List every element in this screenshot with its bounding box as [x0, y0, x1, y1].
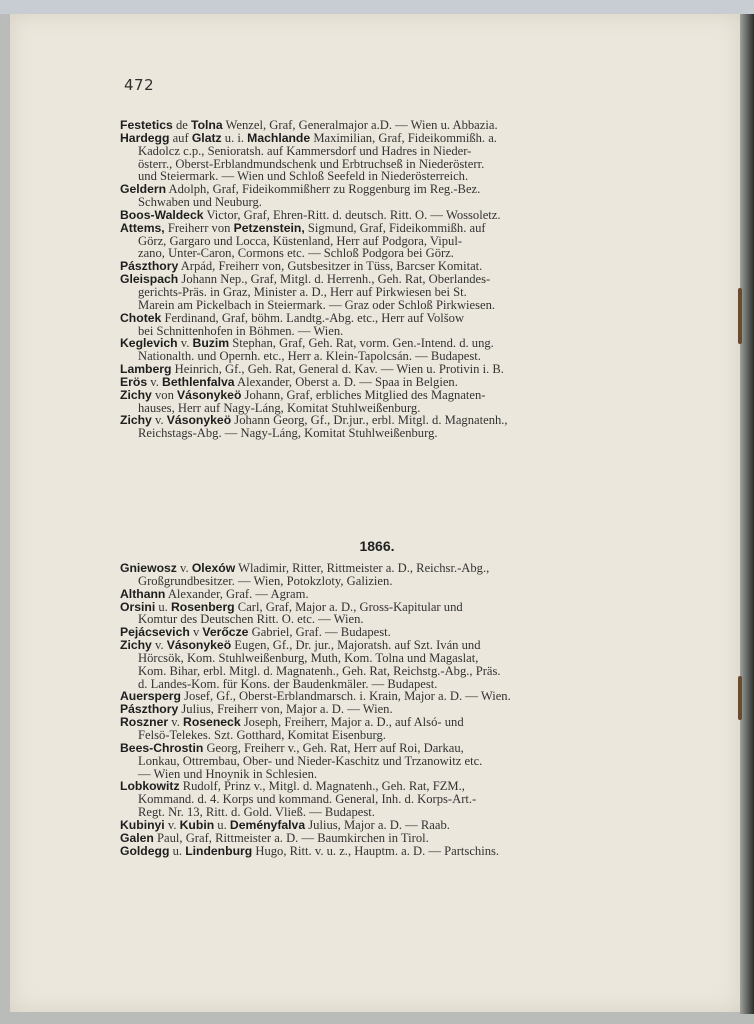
entry-text: v — [189, 625, 203, 640]
entry-name: Roseneck — [183, 715, 241, 730]
entry-text: zano, Unter-Caron, Cormons etc. — Schloß Podgora bei Görz. — [138, 246, 454, 261]
entry-text: Julius, Major a. D. — Raab. — [305, 817, 450, 832]
entry-text: Stephan, Graf, Geh. Rat, vorm. Gen.-Intend. d. ung. — [229, 336, 494, 351]
entry-text: de — [172, 118, 192, 132]
binding-mark-lower — [738, 676, 742, 720]
register-entry — [120, 337, 676, 363]
entry-name: Bees-Chrostin — [120, 740, 204, 755]
entry-text: Rudolf, Prinz v., Mitgl. d. Magnatenh., Geh. Rat, FZM., — [179, 779, 465, 794]
entry-text: Wladimir, Ritter, Rittmeister a. D., Reichsr.-Abg., — [235, 561, 490, 575]
entry-text: und Steiermark. — Wien und Schloß Seefeld in Niederösterreich. — [138, 169, 469, 184]
register-entry — [120, 414, 676, 440]
entry-text: Paul, Graf, Rittmeister a. D. — Baumkirchen in Tirol. — [153, 830, 429, 845]
entry-text: Josef, Gf., Oberst-Erblandmarsch. i. Krain, Major a. D. — Wien. — [180, 689, 511, 704]
entry-text: Lonkau, Ottrembau, Ober- und Nieder-Kaschitz und Trzanowitz etc. — [138, 753, 483, 768]
entry-text: — Wien und Hnoynik in Schlesien. — [138, 766, 318, 781]
entry-name: Tolna — [191, 118, 223, 132]
entry-text: auf — [169, 130, 192, 145]
entry-text: Arpád, Freiherr von, Gutsbesitzer in Tüss, Barcser Komitat. — [178, 259, 483, 274]
entry-text: u. i. — [221, 130, 248, 145]
entries-section-2 — [120, 562, 676, 857]
entry-name: Keglevich — [120, 336, 178, 351]
entry-name: Goldegg — [120, 843, 170, 858]
register-entry — [120, 562, 676, 588]
entry-name: Zichy — [120, 638, 152, 653]
entry-text: Alexander, Graf. — Agram. — [165, 586, 309, 601]
entry-name: Roszner — [120, 715, 169, 730]
entry-name: Hardegg — [120, 130, 170, 145]
entry-text: Regt. Nr. 13, Ritt. d. Gold. Vließ. — Budapest. — [138, 805, 375, 820]
entry-text: Maximilian, Graf, Fideikommißh. a. — [310, 130, 497, 145]
entry-text: Nationalth. und Opernh. etc., Herr a. Klein-Tapolcsán. — Budapest. — [138, 349, 481, 364]
entry-text: Görz, Gargaro und Locca, Küstenland, Herr auf Podgora, Vipul- — [138, 233, 463, 248]
entry-text: Hörcsök, Kom. Stuhlweißenburg, Muth, Kom. Tolna und Magaslat, — [138, 650, 479, 665]
register-entry — [120, 601, 676, 627]
entry-text: v. — [147, 374, 163, 389]
entry-name: Lobkowitz — [120, 779, 180, 794]
entry-name: Pászthory — [120, 702, 179, 717]
entry-name: Boos-Waldeck — [120, 207, 204, 222]
entry-name: Erös — [120, 374, 148, 389]
entry-name: Deményfalva — [229, 817, 306, 832]
entry-text: Kom. Bihar, erbl. Mitgl. d. Magnatenh., Geh. Rat, Reichstg.-Abg., Präs. — [138, 663, 501, 678]
entry-name: Geldern — [120, 182, 167, 197]
entry-name: Pászthory — [120, 259, 179, 274]
entry-name: Orsini — [120, 599, 156, 614]
entry-name: Zichy — [120, 387, 152, 402]
entry-text: Kommand. d. 4. Korps und kommand. General, Inh. d. Korps-Art.- — [138, 792, 477, 807]
entry-text: v. — [151, 638, 167, 653]
entry-name: Lamberg — [120, 362, 172, 377]
entry-text: Ferdinand, Graf, böhm. Landtg.-Abg. etc., Herr auf Volšow — [161, 310, 465, 325]
entry-name: Bethlenfalva — [162, 374, 235, 389]
register-entry — [120, 132, 676, 183]
scan-background-top — [0, 0, 754, 14]
entry-name: Auersperg — [120, 689, 181, 704]
entry-name: Pejácsevich — [120, 625, 190, 640]
entry-name: Chotek — [120, 310, 162, 325]
register-entry — [120, 222, 676, 261]
entry-name: Gniewosz — [120, 561, 177, 575]
register-entry — [120, 716, 676, 742]
entry-text: von — [151, 387, 178, 402]
entry-name: Kubinyi — [120, 817, 165, 832]
entry-first-line — [120, 845, 676, 858]
entry-text: Gabriel, Graf. — Budapest. — [248, 625, 391, 640]
entry-text: Sigmund, Graf, Fideikommißh. auf — [304, 220, 486, 235]
entry-name: Verőcze — [202, 625, 249, 640]
entry-name: Gleispach — [120, 272, 179, 287]
entry-text: Johann Nep., Graf, Mitgl. d. Herrenh., Geh. Rat, Oberlandes- — [178, 272, 491, 287]
entry-name: Buzim — [192, 336, 230, 351]
entry-text: v. — [168, 715, 184, 730]
entry-text: v. — [151, 413, 167, 428]
entry-text: Johann, Graf, erbliches Mitglied des Magnaten- — [241, 387, 486, 402]
entry-name: Olexów — [191, 561, 236, 575]
entry-text: Reichstags-Abg. — Nagy-Láng, Komitat Stuhlweißenburg. — [138, 426, 438, 441]
year-heading: 1866. — [359, 538, 395, 554]
entry-name: Zichy — [120, 413, 152, 428]
entry-name: Machlande — [247, 130, 311, 145]
entry-name: Glatz — [191, 130, 222, 145]
page-edge-shadow — [740, 14, 754, 1014]
entry-text: Joseph, Freiherr, Major a. D., auf Alsó- und — [240, 715, 464, 730]
register-entry — [120, 312, 676, 338]
entry-text: Komtur des Deutschen Ritt. O. etc. — Wien. — [138, 612, 364, 627]
entry-text: Felsö-Telekes. Szt. Gotthard, Komitat Eisenburg. — [138, 727, 386, 742]
entry-text: Eugen, Gf., Dr. jur., Majoratsh. auf Szt. Iván und — [231, 638, 481, 653]
entry-text: u. — [155, 599, 171, 614]
entry-text: Schwaben und Neuburg. — [138, 195, 262, 210]
entry-text: Johann Georg, Gf., Dr.jur., erbl. Mitgl. d. Magnatenh., — [231, 413, 508, 428]
entry-text: hauses, Herr auf Nagy-Láng, Komitat Stuhlweißenburg. — [138, 400, 421, 415]
entry-name: Kubin — [179, 817, 215, 832]
entry-text: Julius, Freiherr von, Major a. D. — Wien. — [178, 702, 393, 717]
register-entry — [120, 389, 676, 415]
entry-name: Festetics — [120, 118, 173, 132]
entry-text: Georg, Freiherr v., Geh. Rat, Herr auf Roi, Darkau, — [203, 740, 464, 755]
entry-text: Hugo, Ritt. v. u. z., Hauptm. a. D. — Partschins. — [252, 843, 500, 858]
entry-name: Althann — [120, 586, 166, 601]
entry-text: Wenzel, Graf, Generalmajor a.D. — Wien u. Abbazia. — [222, 118, 498, 132]
entry-name: Vásonykeö — [177, 387, 242, 402]
entry-text: Alexander, Oberst a. D. — Spaa in Belgien. — [234, 374, 458, 389]
entry-text: bei Schnittenhofen in Böhmen. — Wien. — [138, 323, 344, 338]
entry-name: Petzenstein, — [233, 220, 305, 235]
register-entry — [120, 639, 676, 690]
entry-name: Galen — [120, 830, 154, 845]
entry-text: v. — [164, 817, 180, 832]
register-entry — [120, 742, 676, 781]
register-entry — [120, 845, 676, 858]
binding-mark-upper — [738, 288, 742, 344]
entry-continuation-line — [120, 427, 676, 440]
register-entry — [120, 780, 676, 819]
entry-text: Kadolcz c.p., Senioratsh. auf Kammersdorf und Hadres in Nieder- — [138, 143, 472, 158]
entry-name: Vásonykeö — [166, 413, 232, 428]
entry-text: Heinrich, Gf., Geh. Rat, General d. Kav. — Wien u. Protivin i. B. — [171, 362, 504, 377]
entry-text: u. — [169, 843, 186, 858]
entry-text: Carl, Graf, Major a. D., Gross-Kapitular und — [234, 599, 463, 614]
entry-text: d. Landes-Kom. für Kons. der Baudenkmäler. — Budapest. — [138, 676, 438, 691]
entry-text: v. — [177, 336, 193, 351]
register-entry — [120, 273, 676, 312]
entries-section-1 — [120, 119, 676, 440]
entry-text: Großgrundbesitzer. — Wien, Potokzloty, Galizien. — [138, 573, 393, 588]
entry-text: österr., Oberst-Erblandmundschenk und Erbtruchseß in Niederösterr. — [138, 156, 485, 171]
entry-name: Vásonykeö — [166, 638, 232, 653]
entry-text: gerichts-Präs. in Graz, Minister a. D., Herr auf Pirkwiesen bei St. — [138, 284, 467, 299]
entry-text: Freiherr von — [164, 220, 234, 235]
entry-text: u. — [214, 817, 230, 832]
entry-name: Attems, — [120, 220, 165, 235]
entry-name: Lindenburg — [185, 843, 253, 858]
entry-text: Marein am Pickelbach in Steiermark. — Graz oder Schloß Pirkwiesen. — [138, 297, 496, 312]
page-number: 472 — [124, 76, 155, 94]
register-entry — [120, 183, 676, 209]
entry-text: Victor, Graf, Ehren-Ritt. d. deutsch. Ritt. O. — Wossoletz. — [203, 207, 501, 222]
entry-name: Rosenberg — [170, 599, 235, 614]
entry-text: v. — [176, 561, 192, 575]
entry-text: Adolph, Graf, Fideikommißherr zu Roggenburg im Reg.-Bez. — [166, 182, 481, 197]
